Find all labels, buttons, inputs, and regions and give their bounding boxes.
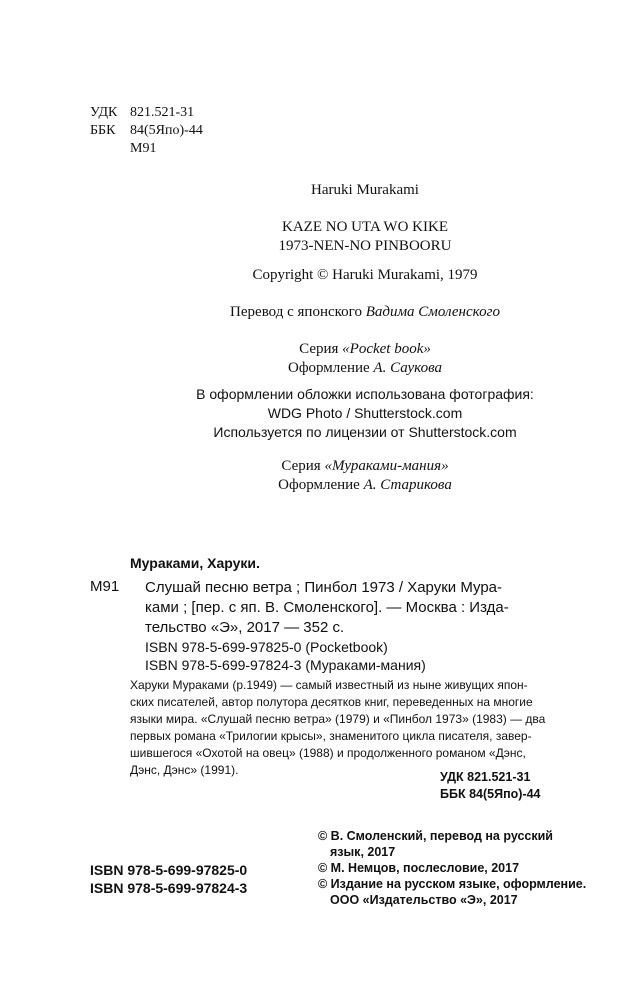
translation-prefix: Перевод с японского: [230, 304, 362, 320]
copyright-notices: [318, 828, 587, 908]
bib-record-description: [145, 578, 560, 638]
original-copyright: Copyright © Haruki Murakami, 1979: [252, 267, 478, 283]
bbk-label: ББК: [90, 123, 116, 138]
cover-photo-line2: WDG Photo / Shutterstock.com: [267, 405, 463, 421]
bbk-code-row: [90, 122, 203, 140]
annotation-line: ских писателей, автор полутора десятков книг, переведенных на многие: [130, 695, 533, 709]
series2-design-prefix: Оформление: [278, 477, 360, 493]
series1-prefix: Серия: [299, 341, 339, 357]
bib-record-heading: Мураками, Харуки.: [130, 555, 260, 571]
author-mark-label: [90, 140, 130, 158]
copyright-line: © М. Немцов, послесловие, 2017: [318, 861, 520, 875]
annotation-line: первых романа «Трилогии крысы», знаменитого цикла писателя, завер-: [130, 729, 532, 743]
copyright-line: © Издание на русском языке, оформление.: [318, 877, 587, 891]
translation-credit: [130, 303, 600, 322]
series1-designer: А. Саукова: [373, 360, 443, 376]
copyright-line: © В. Смоленский, перевод на русский: [318, 829, 553, 843]
annotation-line: Харуки Мураками (р.1949) — самый известный из ныне живущих япон-: [130, 678, 528, 692]
translator-name: Вадима Смоленского: [365, 304, 500, 320]
cover-photo-line3: Используется по лицензии от Shutterstock.com: [213, 424, 517, 440]
series1-design-prefix: Оформление: [287, 360, 370, 376]
udk-label: УДК: [90, 105, 118, 120]
copyright-line: язык, 2017: [330, 845, 396, 859]
annotation-line: Дэнс, Дэнс» (1991).: [130, 763, 239, 777]
bib-record-code: М91: [90, 578, 120, 595]
author-mark-value: М91: [130, 141, 157, 156]
copyright-line: ООО «Издательство «Э», 2017: [330, 893, 518, 907]
bib-description-line: ками ; [пер. с яп. В. Смоленского]. — Москва : Изда-: [145, 599, 509, 616]
series2-design: [130, 476, 600, 495]
bottom-isbn-1: ISBN 978-5-699-97825-0: [90, 862, 248, 878]
bib-isbn-murakami-mania: ISBN 978-5-699-97824-3 (Мураками-мания): [145, 657, 426, 673]
classification-codes: [90, 104, 203, 158]
udk-code-row: [90, 104, 203, 122]
series2-name: «Мураками-мания»: [324, 458, 449, 474]
bib-isbn-list: [145, 638, 426, 674]
bib-udk: УДК 821.521-31: [440, 770, 531, 784]
bib-description-line: тельство «Э», 2017 — 352 с.: [145, 619, 345, 636]
bib-classification: [440, 769, 541, 803]
series2-credit: [130, 457, 600, 476]
udk-value: 821.521-31: [130, 105, 195, 120]
cover-photo-line1: В оформлении обложки использована фотография:: [196, 386, 534, 402]
original-title-line1: KAZE NO UTA WO KIKE: [282, 219, 448, 235]
bib-annotation: [130, 677, 565, 779]
author-mark-row: [90, 140, 203, 158]
annotation-line: шившегося «Охотой на овец» (1988) и продолженного романом «Дэнс,: [130, 746, 526, 760]
series1-credit: [130, 340, 600, 359]
bottom-isbn-2: ISBN 978-5-699-97824-3: [90, 880, 248, 896]
original-author: Haruki Murakami: [311, 182, 419, 198]
bbk-value: 84(5Япо)-44: [130, 123, 203, 138]
series2-designer: А. Старикова: [363, 477, 452, 493]
original-title-line2: 1973-NEN-NO PINBOORU: [278, 238, 452, 254]
bottom-isbn-list: [90, 861, 247, 897]
annotation-line: языки мира. «Слушай песню ветра» (1979) и «Пинбол 1973» (1983) — два: [130, 712, 546, 726]
bib-isbn-pocketbook: ISBN 978-5-699-97825-0 (Pocketbook): [145, 639, 388, 655]
series1-name: «Pocket book»: [342, 341, 431, 357]
series2-prefix: Серия: [281, 458, 321, 474]
series1-design: [130, 359, 600, 378]
bib-description-line: Слушай песню ветра ; Пинбол 1973 / Харуки Мура-: [145, 579, 503, 596]
bib-bbk: ББК 84(5Япо)-44: [440, 787, 541, 801]
